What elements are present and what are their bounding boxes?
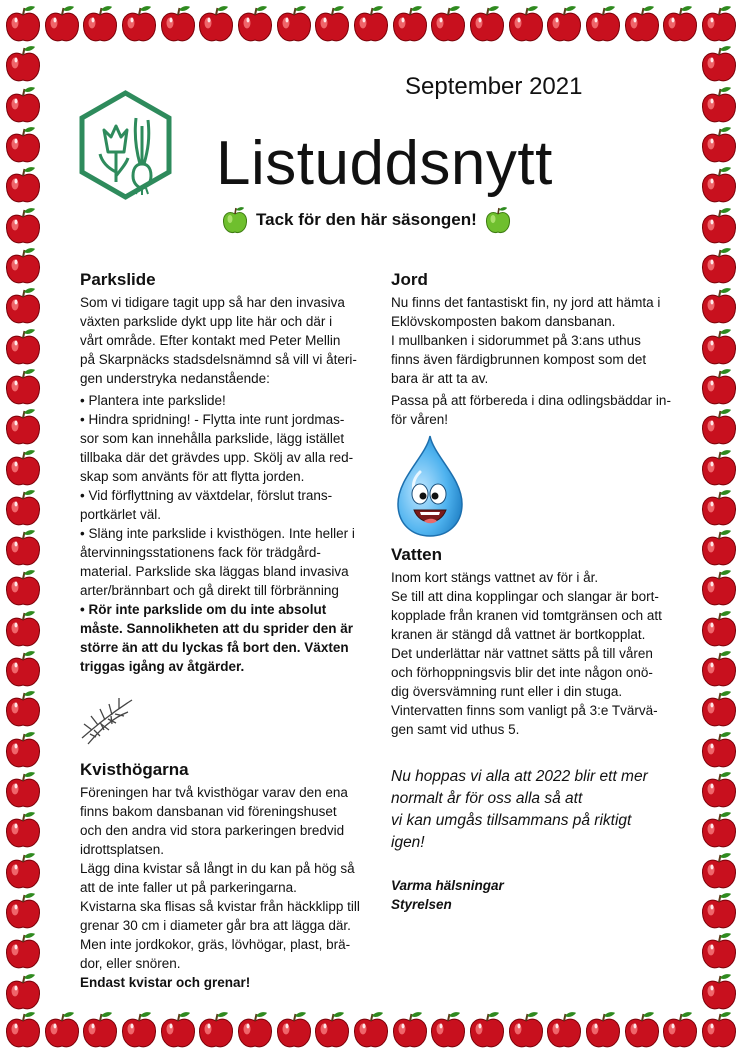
red-apple-icon	[700, 770, 738, 810]
greeting: Varma hälsningar	[391, 878, 504, 893]
red-apple-icon	[4, 407, 42, 447]
red-apple-icon	[468, 1010, 506, 1050]
text-line: • Vid förflyttning av växtdelar, förslut trans-	[80, 488, 333, 503]
red-apple-icon	[4, 44, 42, 84]
text-line: gen samt vid uthus 5.	[391, 722, 520, 737]
text-line: Inom kort stängs vattnet av för i år.	[391, 570, 599, 585]
water-drop-icon	[390, 432, 468, 540]
text-line: och den andra vid stora parkeringen bredvid	[80, 823, 345, 838]
red-apple-icon	[4, 528, 42, 568]
text-line: portkärlet väl.	[80, 507, 162, 522]
signoff	[391, 876, 504, 914]
text-line: Det underlättar när vattnet sätts på till våren	[391, 646, 653, 661]
text-line: gen understryka nedanstående:	[80, 371, 270, 386]
text-line: igen!	[391, 834, 425, 851]
text-line: för våren!	[391, 412, 449, 427]
red-apple-icon	[700, 206, 738, 246]
newsletter-title: Listuddsnytt	[216, 129, 553, 198]
red-apple-icon	[700, 85, 738, 125]
red-apple-icon	[197, 4, 235, 44]
red-apple-icon	[4, 649, 42, 689]
red-apple-icon	[545, 1010, 583, 1050]
paragraph-intro	[80, 293, 376, 388]
red-apple-icon	[700, 327, 738, 367]
red-apple-icon	[81, 1010, 119, 1050]
red-apple-icon	[4, 327, 42, 367]
red-apple-icon	[352, 4, 390, 44]
text-line: dor, eller snören.	[80, 956, 181, 971]
text-line: tillbaka där det grävdes upp. Skölj av alla red-	[80, 450, 354, 465]
green-apple-icon	[485, 205, 511, 235]
red-apple-icon	[159, 1010, 197, 1050]
text-line: idrottsplatsen.	[80, 842, 165, 857]
red-apple-icon	[4, 568, 42, 608]
text-line: Nu finns det fantastiskt fin, ny jord att hämta i	[391, 295, 661, 310]
red-apple-icon	[4, 972, 42, 1012]
red-apple-icon	[81, 4, 119, 44]
red-apple-icon	[391, 4, 429, 44]
red-apple-icon	[391, 1010, 429, 1050]
red-apple-icon	[429, 4, 467, 44]
red-apple-icon	[584, 1010, 622, 1050]
closing-message	[391, 766, 691, 854]
red-apple-icon	[275, 4, 313, 44]
section-jord	[391, 268, 687, 429]
text-line: grenar 30 cm i diameter går bra att lägga där.	[80, 918, 351, 933]
red-apple-icon	[313, 4, 351, 44]
text-line: arter/brännbart och gå direkt till förbränning	[80, 583, 339, 598]
green-apple-icon	[222, 205, 248, 235]
red-apple-icon	[4, 448, 42, 488]
red-apple-icon	[700, 891, 738, 931]
red-apple-icon	[700, 851, 738, 891]
red-apple-icon	[4, 125, 42, 165]
text-line: på Skarpnäcks stadsdelsnämnd så vill vi återi-	[80, 352, 357, 367]
red-apple-icon	[700, 528, 738, 568]
section-heading: Parkslide	[80, 270, 156, 289]
text-line: Men inte jordkokor, gräs, lövhögar, plast, brä-	[80, 937, 351, 952]
red-apple-icon	[43, 1010, 81, 1050]
text-line: normalt år för oss alla så att	[391, 790, 583, 807]
bullet-item	[80, 524, 376, 600]
red-apple-icon	[700, 810, 738, 850]
red-apple-icon	[623, 1010, 661, 1050]
text-line: finns även färdigbrunnen kompost som det	[391, 352, 647, 367]
red-apple-icon	[700, 730, 738, 770]
red-apple-icon	[4, 689, 42, 729]
text-line: och förhoppningsvis blir det inte någon onö-	[391, 665, 653, 680]
red-apple-icon	[4, 85, 42, 125]
red-apple-icon	[4, 1010, 42, 1050]
red-apple-icon	[700, 165, 738, 205]
red-apple-icon	[661, 1010, 699, 1050]
bullet-item-bold	[80, 600, 376, 676]
red-apple-icon	[4, 810, 42, 850]
red-apple-icon	[468, 4, 506, 44]
text-line: Eklövskomposten bakom dansbanan.	[391, 314, 616, 329]
red-apple-icon	[507, 1010, 545, 1050]
red-apple-icon	[700, 125, 738, 165]
text-line: måste. Sannolikheten att du sprider den är	[80, 621, 354, 636]
red-apple-icon	[4, 931, 42, 971]
red-apple-icon	[700, 488, 738, 528]
section-heading: Jord	[391, 270, 428, 289]
section-parkslide	[80, 268, 376, 676]
text-line: • Släng inte parkslide i kvisthögen. Inte heller i	[80, 526, 355, 541]
text-line: vi kan umgås tillsammans på riktigt	[391, 812, 632, 829]
red-apple-icon	[700, 367, 738, 407]
red-apple-icon	[275, 1010, 313, 1050]
red-apple-icon	[4, 851, 42, 891]
red-apple-icon	[700, 1010, 738, 1050]
section-vatten	[391, 543, 691, 739]
red-apple-icon	[700, 44, 738, 84]
red-apple-icon	[159, 4, 197, 44]
red-apple-icon	[236, 1010, 274, 1050]
text-line: Föreningen har två kvisthögar varav den ena	[80, 785, 348, 800]
text-line: finns bakom dansbanan vid föreningshuset	[80, 804, 337, 819]
text-line: växten parkslide dykt upp lite här och där i	[80, 314, 333, 329]
bullet-item	[80, 410, 376, 486]
red-apple-icon	[4, 286, 42, 326]
red-apple-icon	[623, 4, 661, 44]
text-line: bara är att ta av.	[391, 371, 489, 386]
bullet-item	[80, 486, 376, 524]
section-heading: Kvisthögarna	[80, 760, 189, 779]
text-line: dig översvämning runt eller i din stuga.	[391, 684, 623, 699]
red-apple-icon	[507, 4, 545, 44]
red-apple-icon	[120, 1010, 158, 1050]
red-apple-icon	[120, 4, 158, 44]
red-apple-icon	[197, 1010, 235, 1050]
red-apple-icon	[700, 286, 738, 326]
red-apple-icon	[4, 4, 42, 44]
text-line: • Plantera inte parkslide!	[80, 393, 226, 408]
text-line: Passa på att förbereda i dina odlingsbäddar in-	[391, 393, 671, 408]
bullet-item	[80, 391, 376, 410]
red-apple-icon	[429, 1010, 467, 1050]
text-line: • Hindra spridning! - Flytta inte runt jordmas-	[80, 412, 345, 427]
red-apple-icon	[236, 4, 274, 44]
text-line: återvinningsstationens fack för trädgård-	[80, 545, 321, 560]
text-line: triggas igång av åtgärder.	[80, 659, 245, 674]
red-apple-icon	[4, 609, 42, 649]
text-line: Kvistarna ska flisas så kvistar från häckklipp till	[80, 899, 360, 914]
red-apple-icon	[4, 246, 42, 286]
red-apple-icon	[4, 891, 42, 931]
red-apple-icon	[700, 931, 738, 971]
red-apple-icon	[700, 689, 738, 729]
text-line: Vintervatten finns som vanligt på 3:e Tvärvä-	[391, 703, 658, 718]
red-apple-icon	[700, 609, 738, 649]
red-apple-icon	[43, 4, 81, 44]
red-apple-icon	[700, 649, 738, 689]
red-apple-icon	[700, 448, 738, 488]
red-apple-icon	[700, 568, 738, 608]
red-apple-icon	[700, 246, 738, 286]
red-apple-icon	[700, 972, 738, 1012]
text-line: skap som använts för att flytta jorden.	[80, 469, 305, 484]
red-apple-icon	[661, 4, 699, 44]
red-apple-icon	[700, 4, 738, 44]
twig-icon	[78, 690, 136, 746]
red-apple-icon	[313, 1010, 351, 1050]
red-apple-icon	[352, 1010, 390, 1050]
red-apple-icon	[4, 206, 42, 246]
signature: Styrelsen	[391, 897, 452, 912]
section-kvisthogarna	[80, 758, 376, 992]
text-line: att de inte faller ut på parkeringarna.	[80, 880, 297, 895]
tulip-logo-icon	[78, 90, 173, 200]
red-apple-icon	[4, 165, 42, 205]
text-line: sor som kan innehålla parkslide, lägg istället	[80, 431, 345, 446]
text-line: kopplade från kranen vid tomtgränsen och att	[391, 608, 662, 623]
text-line: material. Parkslide ska läggas bland invasiva	[80, 564, 349, 579]
text-line: I mullbanken i sidorummet på 3:ans uthus	[391, 333, 641, 348]
red-apple-icon	[4, 367, 42, 407]
tagline	[222, 203, 511, 237]
red-apple-icon	[584, 4, 622, 44]
tagline-text: Tack för den här säsongen!	[256, 210, 477, 229]
text-line: större än att du lyckas få bort den. Växten	[80, 640, 349, 655]
red-apple-icon	[700, 407, 738, 447]
text-line: Se till att dina kopplingar och slangar är bort-	[391, 589, 659, 604]
text-line-bold: Endast kvistar och grenar!	[80, 975, 251, 990]
text-line: Nu hoppas vi alla att 2022 blir ett mer	[391, 768, 648, 785]
red-apple-icon	[545, 4, 583, 44]
text-line: Som vi tidigare tagit upp så har den invasiva	[80, 295, 345, 310]
issue-date: September 2021	[405, 73, 583, 100]
text-line: vårt område. Efter kontakt med Peter Mellin	[80, 333, 341, 348]
section-heading: Vatten	[391, 545, 443, 564]
red-apple-icon	[4, 730, 42, 770]
text-line: Lägg dina kvistar så långt in du kan på hög så	[80, 861, 355, 876]
text-line: kranen är stängd då vattnet är bortkopplat.	[391, 627, 646, 642]
red-apple-icon	[4, 488, 42, 528]
text-line: • Rör inte parkslide om du inte absolut	[80, 602, 327, 617]
red-apple-icon	[4, 770, 42, 810]
